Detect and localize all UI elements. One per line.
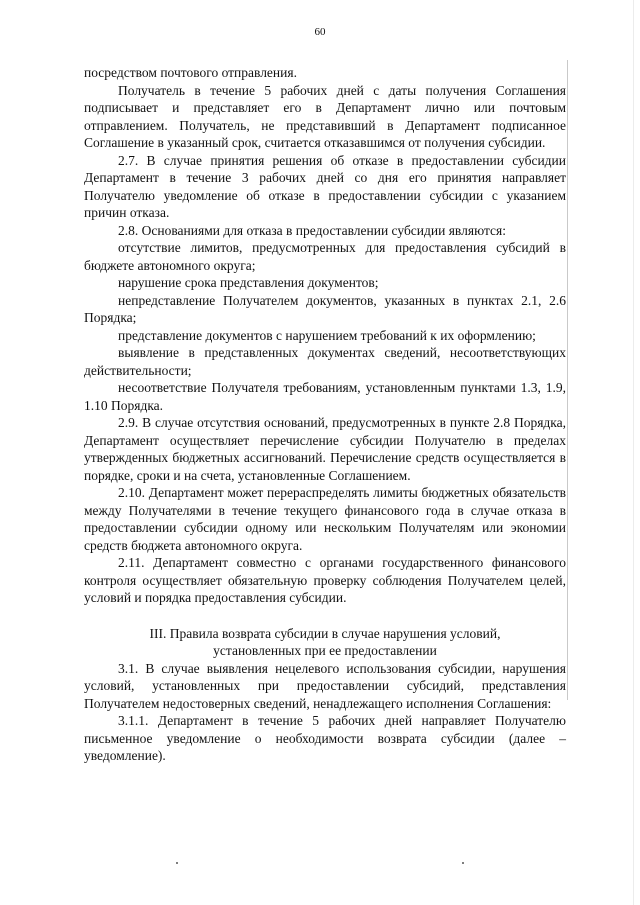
speck: [462, 862, 464, 864]
paragraph: отсутствие лимитов, предусмотренных для предоставления субсидий в бюджете автономного округа;: [84, 240, 566, 273]
paragraph: выявление в представленных документах сведений, несоответствующих действительности;: [84, 345, 566, 378]
paragraph: несоответствие Получателя требованиям, установленным пунктами 1.3, 1.9, 1.10 Порядка.: [84, 380, 566, 413]
paragraph: Получатель в течение 5 рабочих дней с даты получения Соглашения подписывает и представляет его в Департамент лично или почтовым отправлением. Получатель, не представивший в Департамент подписанное Соглашение в указанный срок, считается отказавшимся от получения субсидии.: [84, 82, 566, 150]
paragraph: 2.8. Основаниями для отказа в предоставлении субсидии являются:: [118, 222, 506, 238]
scan-edge-line: [633, 0, 634, 905]
margin-rule: [567, 60, 568, 700]
paragraphs-before-heading: [84, 64, 566, 607]
paragraph: 2.7. В случае принятия решения об отказе в предоставлении субсидии Департамент в течение 3 рабочих дней со дня его принятия направляет Получателю уведомление об отказе в предоставлении субсидии с указанием причин отказа.: [84, 152, 566, 220]
paragraph: 2.9. В случае отсутствия оснований, предусмотренных в пункте 2.8 Порядка, Департамент осуществляет перечисление субсидии Получателю в пределах утвержденных бюджетных ассигнований. Перечисление средств осуществляется в порядке, сроки и на счета, установленные Соглашением.: [84, 415, 566, 483]
paragraph: непредставление Получателем документов, указанных в пунктах 2.1, 2.6 Порядка;: [84, 292, 566, 325]
scan-specks: [176, 862, 476, 866]
speck: [176, 862, 178, 864]
document-body: [84, 64, 566, 765]
section-heading-line-2: установленных при ее предоставлении: [213, 643, 437, 658]
section-heading: [84, 625, 566, 660]
page-number: 60: [314, 26, 326, 38]
paragraph: 3.1. В случае выявления нецелевого использования субсидии, нарушения условий, установленных при предоставлении субсидий, представления Получателем недостоверных сведений, ненадлежащего исполнения Соглашения:: [84, 660, 566, 711]
paragraph: посредством почтового отправления.: [84, 65, 297, 80]
paragraph: представление документов с нарушением требований к их оформлению;: [118, 327, 536, 343]
paragraph: 2.11. Департамент совместно с органами государственного финансового контроля осуществляет обязательную проверку соблюдения Получателем целей, условий и порядка предоставления субсидии.: [84, 555, 566, 605]
section-heading-line-1: III. Правила возврата субсидии в случае нарушения условий,: [149, 625, 501, 641]
paragraph: нарушение срока представления документов;: [118, 275, 379, 290]
paragraph: 2.10. Департамент может перераспределять лимиты бюджетных обязательств между Получателями в течение текущего финансового года в случае отказа в предоставлении субсидии одному или нескольким Получателям или экономии средств бюджета автономного округа.: [84, 485, 566, 553]
paragraphs-after-heading: [84, 660, 566, 765]
paragraph: 3.1.1. Департамент в течение 5 рабочих дней направляет Получателю письменное уведомление о необходимости возврата субсидии (далее – уведомление).: [84, 713, 566, 763]
